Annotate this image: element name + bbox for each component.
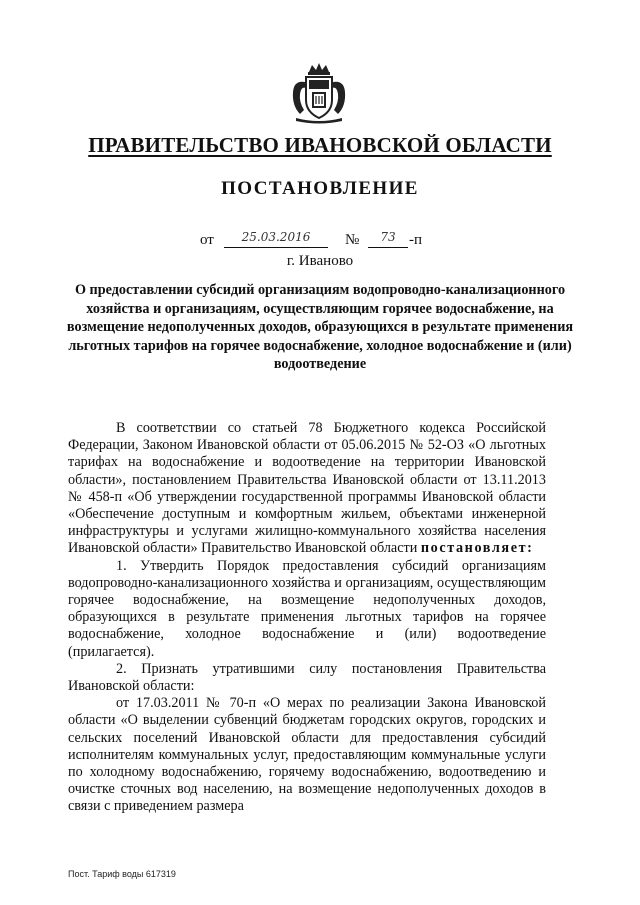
preamble-text: В соответствии со статьей 78 Бюджетного кодекса Российской Федерации, Законом Ивановской области от 05.06.2015 № 52-ОЗ «О льготных тарифах на водоснабжение и водоотведение на территории Ивановской области», постановлением Правительства Ивановской области от 13.11.2013 № 458-п «Об утверждении государственной программы Ивановской области «Обеспечение доступным и комфортным жильем, объектами инженерной инфраструктуры и услугами жилищно-коммунального хозяйства населения Ивановской области» Правительство Ивановской области — [68, 420, 546, 557]
item-2-paragraph: 2. Признать утратившими силу постановления Правительства Ивановской области: — [68, 660, 546, 695]
footer-code: Пост. Тариф воды 617319 — [68, 869, 176, 879]
number-label: № — [345, 232, 360, 248]
document-type-title: ПОСТАНОВЛЕНИЕ — [221, 178, 419, 199]
government-title: ПРАВИТЕЛЬСТВО ИВАНОВСКОЙ ОБЛАСТИ — [88, 133, 552, 157]
number-field: 73 — [368, 230, 408, 248]
preamble-paragraph — [68, 420, 546, 558]
document-subject: О предоставлении субсидий организациям водопроводно-канализационного хозяйства и организациям, осуществляющим горячее водоснабжение, на возмещение недополученных доходов, образующихся в результате применения льготных тарифов на горячее водоснабжение, холодное водоснабжение и (или) водоотведение — [66, 282, 574, 372]
number-suffix: -п — [409, 232, 423, 248]
city-line: г. Иваново — [286, 253, 354, 269]
item-2-subparagraph: от 17.03.2011 № 70-п «О мерах по реализации Закона Ивановской области «О выделении субвенций бюджетам городских округов, городских и сельских поселений Ивановской области для предоставления субсидий исполнителям коммунальных услуг, предоставляющим коммунальные услуги по холодному водоснабжению, горячему водоснабжению, водоотведению и очистке сточных вод населению, на возмещение недополученных доходов в связи с приведением размера — [68, 695, 546, 815]
date-field: 25.03.2016 — [224, 230, 328, 248]
document-body — [68, 420, 546, 816]
coat-of-arms-emblem — [290, 62, 348, 124]
decree-word: постановляет: — [420, 540, 534, 557]
item-1-paragraph: 1. Утвердить Порядок предоставления субсидий организациям водопроводно-канализационного хозяйства и организациям, осуществляющим горячее водоснабжение, на возмещение недополученных доходов, образующихся в результате применения льготных тарифов на горячее водоснабжение, холодное водоснабжение и (или) водоотведение (прилагается). — [68, 557, 546, 660]
date-label: от — [200, 232, 214, 248]
